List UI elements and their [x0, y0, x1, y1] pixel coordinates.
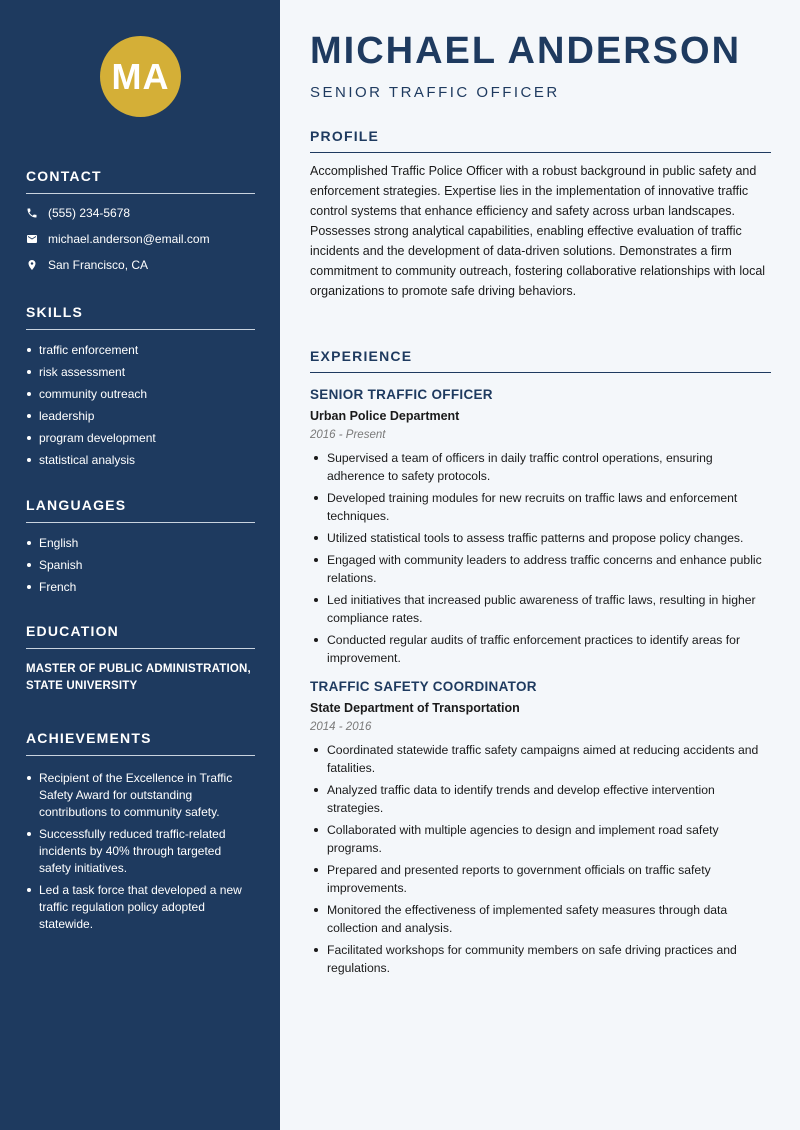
job-company: State Department of Transportation [310, 701, 520, 715]
list-item: Recipient of the Excellence in Traffic Safety Award for outstanding contributions to community safety. [26, 770, 255, 821]
skills-heading: SKILLS [26, 304, 255, 330]
contact-email[interactable] [26, 226, 255, 252]
profile-heading: PROFILE [310, 128, 771, 153]
list-item: Led a task force that developed a new traffic regulation policy adopted statewide. [26, 882, 255, 933]
list-item: Developed training modules for new recruits on traffic laws and enforcement techniques. [310, 489, 771, 525]
languages-section [26, 497, 255, 598]
list-item: Supervised a team of officers in daily traffic control operations, ensuring adherence to safety protocols. [310, 449, 771, 485]
list-item: traffic enforcement [26, 339, 255, 361]
contact-heading: CONTACT [26, 168, 255, 194]
job-bullets [310, 449, 771, 667]
contact-phone[interactable] [26, 200, 255, 226]
contact-phone-text: (555) 234-5678 [48, 206, 131, 220]
achievements-section [26, 730, 255, 938]
job-title: SENIOR TRAFFIC OFFICER [310, 387, 493, 402]
list-item: community outreach [26, 383, 255, 405]
experience-section [310, 348, 771, 981]
education-section [26, 623, 255, 695]
avatar [100, 36, 181, 117]
list-item: Coordinated statewide traffic safety campaigns aimed at reducing accidents and fatalities. [310, 741, 771, 777]
skills-section [26, 304, 255, 471]
education-heading: EDUCATION [26, 623, 255, 649]
contact-email-text: michael.anderson@email.com [48, 232, 210, 246]
phone-icon [26, 207, 48, 219]
list-item: English [26, 532, 255, 554]
list-item: Monitored the effectiveness of implemented safety measures through data collection and analysis. [310, 901, 771, 937]
degree-line-2: STATE UNIVERSITY [26, 680, 138, 692]
contact-location-text: San Francisco, CA [48, 258, 149, 272]
profile-section [310, 128, 771, 301]
avatar-initials: MA [111, 55, 170, 97]
list-item: statistical analysis [26, 449, 255, 471]
languages-list [26, 532, 255, 598]
list-item: Spanish [26, 554, 255, 576]
job-company: Urban Police Department [310, 409, 460, 423]
achievements-heading: ACHIEVEMENTS [26, 730, 255, 756]
list-item: Engaged with community leaders to address traffic concerns and enhance public relations. [310, 551, 771, 587]
location-pin-icon [26, 259, 48, 271]
job-entry [310, 679, 771, 977]
job-dates: 2014 - 2016 [310, 721, 372, 733]
list-item: leadership [26, 405, 255, 427]
list-item: Facilitated workshops for community members on safe driving practices and regulations. [310, 941, 771, 977]
list-item: program development [26, 427, 255, 449]
contact-section [26, 168, 255, 278]
job-bullets [310, 741, 771, 977]
candidate-name: MICHAEL ANDERSON [310, 30, 742, 72]
job-dates: 2016 - Present [310, 429, 386, 441]
list-item: risk assessment [26, 361, 255, 383]
list-item: Prepared and presented reports to government officials on traffic safety improvements. [310, 861, 771, 897]
sidebar [0, 0, 280, 1130]
list-item: French [26, 576, 255, 598]
list-item: Utilized statistical tools to assess traffic patterns and propose policy changes. [310, 529, 771, 547]
achievements-list [26, 770, 255, 933]
degree-line-1: MASTER OF PUBLIC ADMINISTRATION, [26, 663, 251, 675]
list-item: Conducted regular audits of traffic enforcement practices to identify areas for improvement. [310, 631, 771, 667]
languages-heading: LANGUAGES [26, 497, 255, 523]
experience-heading: EXPERIENCE [310, 348, 771, 373]
profile-text: Accomplished Traffic Police Officer with a robust background in public safety and enforcement strategies. Expertise lies in the implementation of innovative traffic control systems that enhance efficiency and safety across urban landscapes. Possesses strong analytical capabilities, enabling effective evaluation of traffic incidents and the development of data-driven solutions. Demonstrates a firm commitment to community outreach, fostering collaborative relationships with local organizations to promote safe driving behaviors. [310, 164, 766, 298]
list-item: Collaborated with multiple agencies to design and implement road safety programs. [310, 821, 771, 857]
skills-list [26, 339, 255, 471]
job-entry [310, 387, 771, 667]
education-degree [26, 661, 255, 695]
list-item: Analyzed traffic data to identify trends and develop effective intervention strategies. [310, 781, 771, 817]
job-title: TRAFFIC SAFETY COORDINATOR [310, 679, 537, 694]
list-item: Led initiatives that increased public awareness of traffic laws, resulting in higher compliance rates. [310, 591, 771, 627]
mail-icon [26, 233, 48, 245]
contact-location [26, 252, 255, 278]
candidate-title: SENIOR TRAFFIC OFFICER [310, 84, 560, 101]
list-item: Successfully reduced traffic-related incidents by 40% through targeted safety initiatives. [26, 826, 255, 877]
